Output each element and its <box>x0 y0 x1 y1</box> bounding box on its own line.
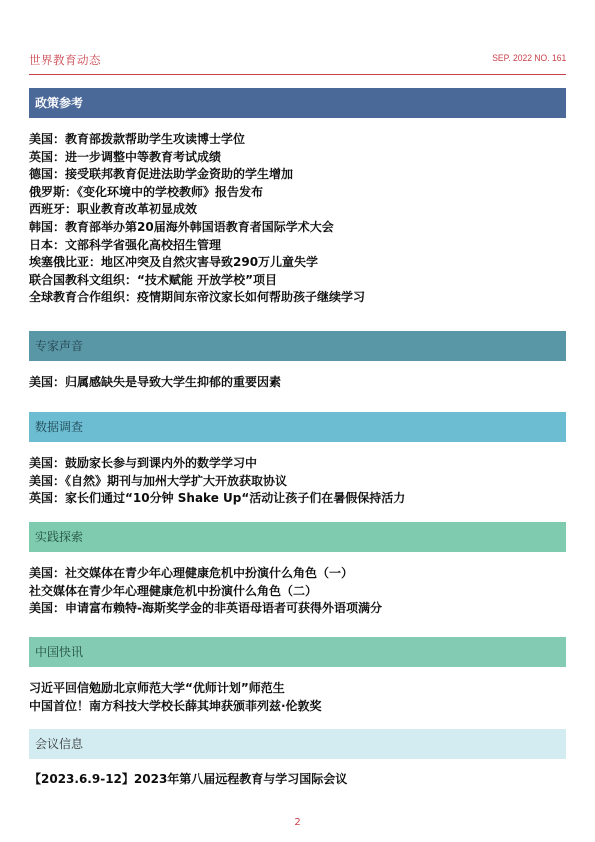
section-list-expert <box>29 374 566 392</box>
section-bar-expert <box>29 331 566 361</box>
section-list-china <box>29 680 566 715</box>
list-item[interactable]: 韩国：教育部举办第20届海外韩国语教育者国际学术大会 <box>29 219 334 234</box>
list-item[interactable]: 社交媒体在青少年心理健康危机中扮演什么角色（二） <box>29 583 318 598</box>
publication-title: 世界教育动态 <box>29 53 101 67</box>
section-title: 专家声音 <box>35 339 84 353</box>
section-title: 政策参考 <box>35 96 84 110</box>
list-item[interactable]: 美国：社交媒体在青少年心理健康危机中扮演什么角色（一） <box>29 566 354 580</box>
section-list-meeting <box>29 771 566 789</box>
list-item[interactable]: 美国：鼓励家长参与到课内外的数学学习中 <box>29 456 258 470</box>
section-list-practice <box>29 565 566 618</box>
section-title: 中国快讯 <box>35 645 84 659</box>
page-number: 2 <box>294 817 301 828</box>
list-item[interactable]: 埃塞俄比亚：地区冲突及自然灾害导致290万儿童失学 <box>29 255 319 270</box>
list-item[interactable]: 【2023.6.9-12】2023年第八届远程教育与学习国际会议 <box>29 772 348 786</box>
section-bar-meeting <box>29 729 566 759</box>
list-item[interactable]: 美国：申请富布赖特-海斯奖学金的非英语母语者可获得外语项满分 <box>29 601 382 616</box>
section-bar-data <box>29 412 566 442</box>
page-header <box>29 52 566 74</box>
header-divider <box>29 74 566 75</box>
list-item[interactable]: 日本：文部科学省强化高校招生管理 <box>29 237 222 252</box>
list-item[interactable]: 全球教育合作组织：疫情期间东帝汶家长如何帮助孩子继续学习 <box>29 290 366 305</box>
list-item[interactable]: 西班牙：职业教育改革初显成效 <box>29 202 198 217</box>
list-item[interactable]: 习近平回信勉励北京师范大学“优师计划”师范生 <box>29 681 285 695</box>
list-item[interactable]: 俄罗斯：《变化环境中的学校教师》报告发布 <box>29 184 264 199</box>
issue-label: SEP. 2022 NO. 161 <box>492 53 566 64</box>
list-item[interactable]: 美国：教育部拨款帮助学生攻读博士学位 <box>29 132 246 146</box>
section-list-data <box>29 455 566 508</box>
list-item[interactable]: 英国：进一步调整中等教育考试成绩 <box>29 149 222 164</box>
section-bar-china <box>29 637 566 667</box>
list-item[interactable]: 英国：家长们通过“10分钟 Shake Up“活动让孩子们在暑假保持活力 <box>29 491 406 506</box>
section-list-policy <box>29 131 566 307</box>
section-title: 会议信息 <box>35 737 84 751</box>
section-title: 数据调查 <box>35 420 84 434</box>
list-item[interactable]: 中国首位！南方科技大学校长薛其坤获颁菲列兹·伦敦奖 <box>29 698 322 713</box>
list-item[interactable]: 联合国教科文组织：“技术赋能 开放学校”项目 <box>29 272 277 287</box>
section-title: 实践探索 <box>35 530 84 544</box>
section-bar-practice <box>29 522 566 552</box>
list-item[interactable]: 德国：接受联邦教育促进法助学金资助的学生增加 <box>29 167 294 182</box>
list-item[interactable]: 美国：归属感缺失是导致大学生抑郁的重要因素 <box>29 375 282 389</box>
section-bar-policy <box>29 88 566 118</box>
list-item[interactable]: 美国：《自然》期刊与加州大学扩大开放获取协议 <box>29 473 288 488</box>
